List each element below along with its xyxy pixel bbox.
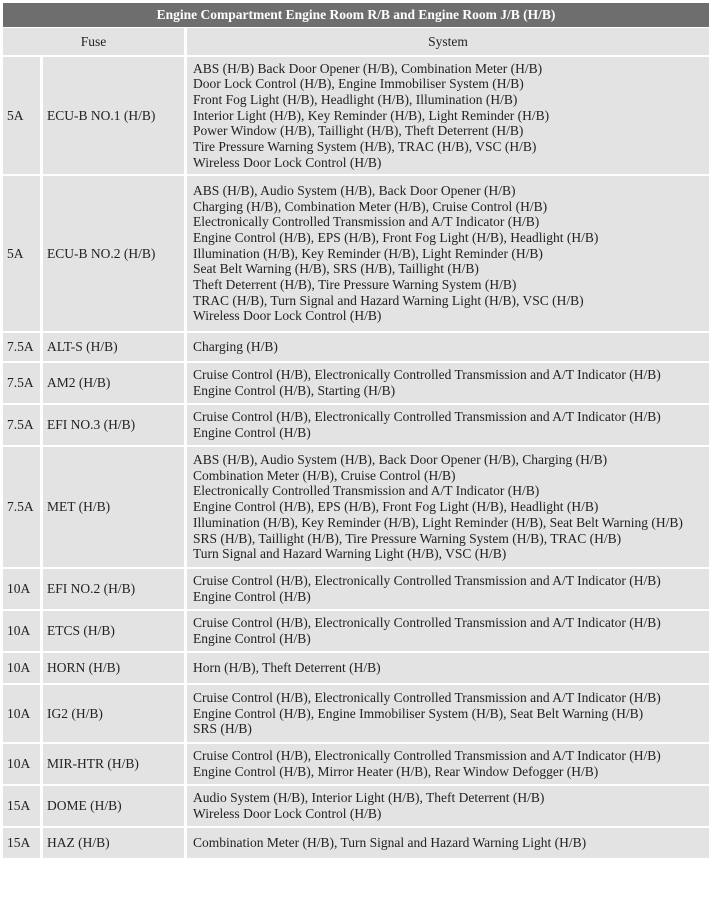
fuse-name: IG2 (H/B) <box>43 685 184 742</box>
fuse-amperage: 7.5A <box>3 405 40 445</box>
system-line: Cruise Control (H/B), Electronically Controlled Transmission and A/T Indicator (H/B) <box>193 689 661 705</box>
fuse-name: MIR-HTR (H/B) <box>43 744 184 784</box>
system-line: Engine Control (H/B), Mirror Heater (H/B), Rear Window Defogger (H/B) <box>193 764 599 779</box>
system-line: Engine Control (H/B), Starting (H/B) <box>193 383 396 398</box>
fuse-name: EFI NO.3 (H/B) <box>43 405 184 445</box>
system-line: Cruise Control (H/B), Electronically Controlled Transmission and A/T Indicator (H/B) <box>193 573 661 589</box>
table-row <box>3 569 709 609</box>
fuse-name: ALT-S (H/B) <box>43 333 184 361</box>
table-row <box>3 786 709 826</box>
fuse-name: MET (H/B) <box>43 447 184 567</box>
system-line: Combination Meter (H/B), Turn Signal and Hazard Warning Light (H/B) <box>193 835 587 851</box>
system-line: Cruise Control (H/B), Electronically Controlled Transmission and A/T Indicator (H/B) <box>193 748 661 764</box>
system-list <box>187 611 709 651</box>
system-list <box>187 828 709 858</box>
system-line: Charging (H/B) <box>193 339 278 355</box>
fuse-name: ETCS (H/B) <box>43 611 184 651</box>
table-row <box>3 363 709 403</box>
system-line: Wireless Door Lock Control (H/B) <box>193 154 382 170</box>
header-system: System <box>187 28 709 55</box>
system-list <box>187 786 709 826</box>
system-list <box>187 333 709 361</box>
system-list <box>187 405 709 445</box>
system-list <box>187 57 709 174</box>
fuse-name: EFI NO.2 (H/B) <box>43 569 184 609</box>
system-line: Engine Control (H/B), EPS (H/B), Front Fog Light (H/B), Headlight (H/B) <box>193 229 599 245</box>
fuse-amperage: 15A <box>3 786 40 826</box>
table-row <box>3 744 709 784</box>
system-list <box>187 569 709 609</box>
system-line: ABS (H/B) Back Door Opener (H/B), Combination Meter (H/B) <box>193 60 543 76</box>
fuse-amperage: 10A <box>3 653 40 683</box>
system-line: Engine Control (H/B) <box>193 631 311 646</box>
table-row <box>3 653 709 683</box>
system-line: Audio System (H/B), Interior Light (H/B), Theft Deterrent (H/B) <box>193 790 545 806</box>
header-fuse: Fuse <box>3 28 184 55</box>
fuse-amperage: 7.5A <box>3 333 40 361</box>
system-line: TRAC (H/B), Turn Signal and Hazard Warning Light (H/B), VSC (H/B) <box>193 292 584 308</box>
fuse-amperage: 7.5A <box>3 447 40 567</box>
table-body <box>3 57 709 858</box>
system-line: Engine Control (H/B) <box>193 425 311 440</box>
system-list <box>187 176 709 331</box>
fuse-amperage: 10A <box>3 744 40 784</box>
fuse-name: AM2 (H/B) <box>43 363 184 403</box>
system-line: Electronically Controlled Transmission and A/T Indicator (H/B) <box>193 214 540 230</box>
system-line: ABS (H/B), Audio System (H/B), Back Door Opener (H/B) <box>193 182 516 198</box>
system-line: Illumination (H/B), Key Reminder (H/B), Light Reminder (H/B), Seat Belt Warning (H/B) <box>193 514 683 530</box>
system-line: Interior Light (H/B), Key Reminder (H/B), Light Reminder (H/B) <box>193 107 550 123</box>
system-line: Illumination (H/B), Key Reminder (H/B), Light Reminder (H/B) <box>193 245 543 261</box>
fuse-amperage: 7.5A <box>3 363 40 403</box>
table-row <box>3 611 709 651</box>
table-row <box>3 447 709 567</box>
table-row <box>3 176 709 331</box>
fuse-table <box>3 3 709 858</box>
system-list <box>187 685 709 742</box>
system-line: Charging (H/B), Combination Meter (H/B), Cruise Control (H/B) <box>193 198 548 214</box>
system-line: Seat Belt Warning (H/B), SRS (H/B), Taillight (H/B) <box>193 261 479 277</box>
system-line: Door Lock Control (H/B), Engine Immobiliser System (H/B) <box>193 76 524 92</box>
system-list <box>187 744 709 784</box>
fuse-amperage: 5A <box>3 176 40 331</box>
fuse-amperage: 10A <box>3 569 40 609</box>
system-line: Engine Control (H/B), EPS (H/B), Front Fog Light (H/B), Headlight (H/B) <box>193 499 599 515</box>
system-line: Front Fog Light (H/B), Headlight (H/B), Illumination (H/B) <box>193 91 518 107</box>
system-line: Horn (H/B), Theft Deterrent (H/B) <box>193 660 381 676</box>
table-row <box>3 333 709 361</box>
fuse-name: HAZ (H/B) <box>43 828 184 858</box>
system-list <box>187 653 709 683</box>
table-title: Engine Compartment Engine Room R/B and Engine Room J/B (H/B) <box>3 3 709 27</box>
table-row <box>3 685 709 742</box>
fuse-name: HORN (H/B) <box>43 653 184 683</box>
table-row <box>3 57 709 174</box>
system-line: SRS (H/B), Taillight (H/B), Tire Pressure Warning System (H/B), TRAC (H/B) <box>193 530 622 546</box>
system-line: Wireless Door Lock Control (H/B) <box>193 308 382 324</box>
system-line: Theft Deterrent (H/B), Tire Pressure Warning System (H/B) <box>193 277 517 293</box>
system-line: SRS (H/B) <box>193 721 252 737</box>
system-line: Cruise Control (H/B), Electronically Controlled Transmission and A/T Indicator (H/B) <box>193 615 661 631</box>
fuse-amperage: 5A <box>3 57 40 174</box>
system-line: Tire Pressure Warning System (H/B), TRAC (H/B), VSC (H/B) <box>193 139 537 155</box>
fuse-name: ECU-B NO.2 (H/B) <box>43 176 184 331</box>
system-line: Power Window (H/B), Taillight (H/B), Theft Deterrent (H/B) <box>193 123 524 139</box>
system-line: Electronically Controlled Transmission and A/T Indicator (H/B) <box>193 483 540 499</box>
system-line: Cruise Control (H/B), Electronically Controlled Transmission and A/T Indicator (H/B) <box>193 409 661 425</box>
fuse-amperage: 10A <box>3 685 40 742</box>
system-line: ABS (H/B), Audio System (H/B), Back Door Opener (H/B), Charging (H/B) <box>193 452 608 468</box>
fuse-amperage: 10A <box>3 611 40 651</box>
table-header <box>3 28 709 55</box>
system-line: Cruise Control (H/B), Electronically Controlled Transmission and A/T Indicator (H/B) <box>193 367 661 383</box>
system-line: Combination Meter (H/B), Cruise Control (H/B) <box>193 467 456 483</box>
system-line: Turn Signal and Hazard Warning Light (H/B), VSC (H/B) <box>193 546 507 562</box>
table-row <box>3 405 709 445</box>
system-list <box>187 447 709 567</box>
fuse-name: DOME (H/B) <box>43 786 184 826</box>
fuse-name: ECU-B NO.1 (H/B) <box>43 57 184 174</box>
table-row <box>3 828 709 858</box>
fuse-amperage: 15A <box>3 828 40 858</box>
system-line: Wireless Door Lock Control (H/B) <box>193 806 382 821</box>
system-line: Engine Control (H/B), Engine Immobiliser System (H/B), Seat Belt Warning (H/B) <box>193 705 644 721</box>
system-line: Engine Control (H/B) <box>193 589 311 604</box>
system-list <box>187 363 709 403</box>
